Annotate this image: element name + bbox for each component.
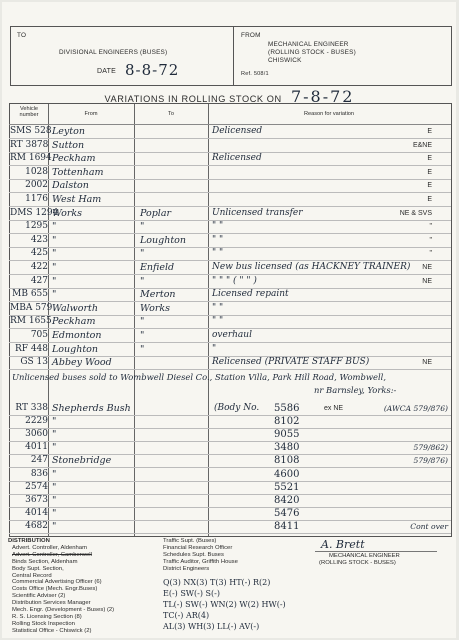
table-row xyxy=(0,234,459,247)
reason: New bus licensed (as HACKNEY TRAINER) xyxy=(212,262,411,272)
from-garage: " xyxy=(52,429,57,441)
reason: Relicensed (PRIVATE STAFF BUS) xyxy=(212,357,370,368)
to-label: TO xyxy=(17,32,27,39)
from-garage: " xyxy=(52,442,57,454)
from-garage: " xyxy=(52,275,57,287)
distribution-entry: Mech. Engr. (Development - Buses) (2) xyxy=(12,607,115,614)
reason: Delicensed xyxy=(212,126,263,136)
table-row xyxy=(0,193,459,206)
body-label: (Body No. xyxy=(214,403,260,413)
to-garage: Merton xyxy=(140,289,176,301)
to-value: DIVISIONAL ENGINEERS (BUSES) xyxy=(59,49,168,56)
reason: Licensed repaint xyxy=(212,289,289,300)
table-row xyxy=(0,288,459,301)
ref-number: Ref. 508/1 xyxy=(241,71,269,77)
table-row xyxy=(0,139,459,152)
distribution-entry: R. S. Licensing Section (8) xyxy=(12,613,82,620)
table-row xyxy=(0,343,459,356)
col-header-reason: Reason for variation xyxy=(303,111,355,117)
from-garage: Tottenham xyxy=(52,166,104,178)
vehicle-number: 2229 xyxy=(25,416,48,427)
district-code: NE & SVS xyxy=(399,209,432,217)
from-garage: " xyxy=(52,494,57,506)
distribution-entry: Statistical Office - Chiswick (2) xyxy=(12,627,92,634)
district-code: E xyxy=(427,155,432,163)
distribution-entry: Scientific Adviser (2) xyxy=(12,593,66,600)
district-code: " xyxy=(429,236,432,244)
distribution-entry: Body Supt. Section, xyxy=(12,565,64,572)
sale-note xyxy=(12,371,448,397)
table-row xyxy=(0,166,459,179)
sold-row xyxy=(0,481,459,494)
reason: " xyxy=(212,343,217,354)
from-garage: Leyton xyxy=(52,126,85,137)
body-number: 9055 xyxy=(274,429,300,441)
distribution-entry: Advert. Controller, Camberwell xyxy=(12,551,92,558)
distribution-col2 xyxy=(163,538,238,573)
body-number: 5586 xyxy=(274,403,300,414)
table-row xyxy=(0,220,459,233)
from-garage: " xyxy=(52,416,57,428)
sig-line2: (ROLLING STOCK - BUSES) xyxy=(319,559,396,566)
vehicle-number: SMS 528 xyxy=(10,126,52,136)
from-garage: " xyxy=(52,262,57,273)
from-line3: CHISWICK xyxy=(268,57,302,64)
sig-line1: MECHANICAL ENGINEER xyxy=(315,551,437,560)
date-value: 8-8-72 xyxy=(125,61,180,79)
district-code: NE xyxy=(422,359,432,367)
to-garage: " xyxy=(140,330,145,341)
body-number: 8108 xyxy=(274,455,300,467)
reason: Relicensed xyxy=(212,153,262,164)
district-code: E xyxy=(427,196,432,203)
vehicle-number: RM 1655 xyxy=(10,316,52,327)
sold-row xyxy=(0,415,459,428)
sold-row xyxy=(0,402,459,415)
reason: " " xyxy=(212,316,224,327)
vehicle-number: 247 xyxy=(30,455,48,466)
district-code-line: E(-) SW(-) S(-) xyxy=(163,589,220,598)
from-garage: Dalston xyxy=(52,180,89,192)
sold-row xyxy=(0,468,459,481)
from-garage: Sutton xyxy=(52,139,85,151)
from-garage: " xyxy=(52,481,57,493)
vehicle-number: DMS 1294 xyxy=(10,207,59,218)
to-garage: " xyxy=(140,221,145,233)
distribution-heading: DISTRIBUTION xyxy=(8,538,50,544)
table-row xyxy=(0,261,459,274)
distribution-entry: Schedules Supt. Buses xyxy=(163,551,224,558)
sold-row xyxy=(0,454,459,467)
table-row xyxy=(0,315,459,328)
district-code-line: AL(3) WH(3) LL(-) AV(-) xyxy=(163,622,260,631)
header-divider xyxy=(233,27,234,85)
body-number: 3480 xyxy=(274,442,300,454)
district-code: " xyxy=(429,250,432,258)
vehicle-number: GS 13 xyxy=(20,357,48,368)
district-code: NE xyxy=(422,277,432,285)
body-number: 8411 xyxy=(274,520,300,532)
from-garage: Loughton xyxy=(52,343,99,355)
vehicle-number: 425 xyxy=(30,248,48,259)
distribution-entry: Binds Section, Aldenham xyxy=(12,558,78,565)
reason: overhaul xyxy=(212,330,252,340)
sold-row xyxy=(0,441,459,454)
sold-row xyxy=(0,507,459,520)
from-garage: " xyxy=(52,507,57,519)
table-row xyxy=(0,152,459,165)
col-header-vehicle: Vehicle number xyxy=(19,106,39,118)
from-line2: (ROLLING STOCK - BUSES) xyxy=(268,49,356,56)
district-code: " xyxy=(429,223,432,231)
from-label: FROM xyxy=(241,32,261,39)
body-number: 8102 xyxy=(274,416,300,428)
district-code-line: TL(-) SW(-) WN(2) W(2) HW(-) xyxy=(163,600,286,609)
district-code: NE xyxy=(422,264,432,271)
vehicle-number: 4014 xyxy=(25,507,48,518)
table-row xyxy=(0,275,459,288)
table-row xyxy=(0,179,459,192)
vehicle-number: 3060 xyxy=(25,429,48,440)
vehicle-number: 1176 xyxy=(25,194,48,204)
body-number: 4600 xyxy=(274,468,300,480)
date-label: DATE xyxy=(97,68,116,75)
vehicle-number: 2574 xyxy=(25,481,48,492)
to-garage: " xyxy=(140,316,145,328)
district-code: E&NE xyxy=(412,141,432,149)
table-row xyxy=(0,329,459,342)
vehicle-number: RT 338 xyxy=(15,403,48,413)
table-row xyxy=(0,356,459,369)
district-codes xyxy=(163,577,286,632)
vehicle-number: 423 xyxy=(30,234,48,245)
body-number: 5476 xyxy=(274,507,300,519)
vehicle-number: MB 655 xyxy=(12,289,48,300)
table-row xyxy=(0,247,459,260)
body-number: 5521 xyxy=(274,481,300,493)
sale-ref: 579/862) xyxy=(413,443,448,453)
row-rule xyxy=(9,533,451,534)
signature: A. Brett xyxy=(321,538,365,551)
district-code: E xyxy=(427,128,432,135)
from-garage: Walworth xyxy=(52,302,98,314)
vehicle-number: 422 xyxy=(30,262,48,272)
from-garage: " xyxy=(52,234,57,246)
title-date: 7-8-72 xyxy=(290,87,355,106)
reason: " " " ( " " ) xyxy=(212,275,257,286)
header-box xyxy=(10,26,452,86)
from-garage: " xyxy=(52,248,57,260)
reason: " " xyxy=(212,221,224,232)
from-garage: West Ham xyxy=(52,194,102,205)
sale-note-line2: nr Barnsley, Yorks:- xyxy=(314,385,397,395)
to-garage: Enfield xyxy=(140,262,175,273)
distribution-entry: Commercial Advertising Officer (6) xyxy=(12,579,102,586)
distribution-entry: Distribution Services Manager xyxy=(12,600,91,607)
sale-note-line1: Unlicensed buses sold to Wombwell Diesel Co., Station Villa, Park Hill Road, Wombwell, xyxy=(12,372,387,382)
distribution-entry: Traffic Auditor, Griffith House xyxy=(163,558,238,565)
to-garage: Works xyxy=(140,302,171,314)
col-header-to: To xyxy=(168,111,174,117)
ex-code: ex NE xyxy=(324,405,344,412)
distribution-entry: Financial Research Officer xyxy=(163,544,233,551)
vehicle-number: 2002 xyxy=(25,180,48,191)
from-garage: Works xyxy=(52,207,83,219)
sale-ref: Cont over xyxy=(410,521,448,531)
sale-ref: (AWCA 579/876) xyxy=(383,404,448,413)
distribution-col1 xyxy=(8,545,114,635)
from-garage: Peckham xyxy=(52,316,96,328)
district-code-line: Q(3) NX(3) T(3) HT(-) R(2) xyxy=(163,578,271,587)
from-garage: Peckham xyxy=(52,153,96,165)
to-garage: " xyxy=(140,275,145,287)
table-row xyxy=(0,302,459,315)
distribution-entry: District Engineers xyxy=(163,565,210,572)
from-garage: " xyxy=(52,289,57,301)
to-garage: " xyxy=(140,343,145,355)
sale-ref: 579/876) xyxy=(413,456,448,466)
from-garage: Edmonton xyxy=(52,330,102,341)
distribution-entry: Costs Office (Mech. Engr.Buses) xyxy=(12,586,98,593)
vehicle-number: 836 xyxy=(30,468,48,479)
vehicle-number: 1295 xyxy=(25,221,48,232)
from-garage: " xyxy=(52,468,57,480)
distribution-entry: Central Record xyxy=(12,572,52,579)
reason: Unlicensed transfer xyxy=(212,207,303,218)
reason: " " xyxy=(212,248,224,259)
to-garage: Poplar xyxy=(140,207,172,219)
sold-row xyxy=(0,428,459,441)
vehicle-number: 4682 xyxy=(25,520,48,531)
district-code-line: TC(-) AR(4) xyxy=(163,611,210,620)
from-garage: Stonebridge xyxy=(52,455,112,467)
vehicle-number: RF 448 xyxy=(14,343,48,354)
from-line1: MECHANICAL ENGINEER xyxy=(268,41,349,48)
vehicle-number: 1028 xyxy=(25,166,48,177)
distribution-entry: Traffic Supt. (Buses) xyxy=(163,538,217,544)
table-row xyxy=(0,207,459,220)
reason: " " xyxy=(212,234,224,245)
vehicle-number: 427 xyxy=(30,275,48,286)
to-garage: " xyxy=(140,248,145,260)
to-garage: Loughton xyxy=(140,234,187,246)
vehicle-number: 4011 xyxy=(25,442,48,453)
from-garage: " xyxy=(52,221,57,233)
table-row xyxy=(0,125,459,138)
body-number: 8420 xyxy=(274,494,300,506)
reason: " " xyxy=(212,302,224,313)
vehicle-number: 3673 xyxy=(25,494,48,505)
title-text: VARIATIONS IN ROLLING STOCK ON xyxy=(104,94,282,104)
vehicle-number: RM 1694 xyxy=(10,153,52,164)
distribution-entry: Advert. Controller, Aldenham xyxy=(12,544,87,551)
from-garage: Shepherds Bush xyxy=(52,403,131,414)
sold-row xyxy=(0,520,459,533)
distribution-list xyxy=(8,538,114,635)
district-code: E xyxy=(427,168,432,176)
vehicle-number: 705 xyxy=(30,330,48,340)
signature-block xyxy=(315,540,437,567)
from-garage: " xyxy=(52,520,57,532)
from-garage: Abbey Wood xyxy=(52,357,112,369)
vehicle-number: RT 3878 xyxy=(10,139,49,150)
district-code: E xyxy=(427,182,432,190)
sold-row xyxy=(0,494,459,507)
col-header-from: From xyxy=(84,111,98,117)
vehicle-number: MBA 579 xyxy=(10,302,53,313)
distribution-entry: Rolling Stock Inspection xyxy=(12,620,75,627)
